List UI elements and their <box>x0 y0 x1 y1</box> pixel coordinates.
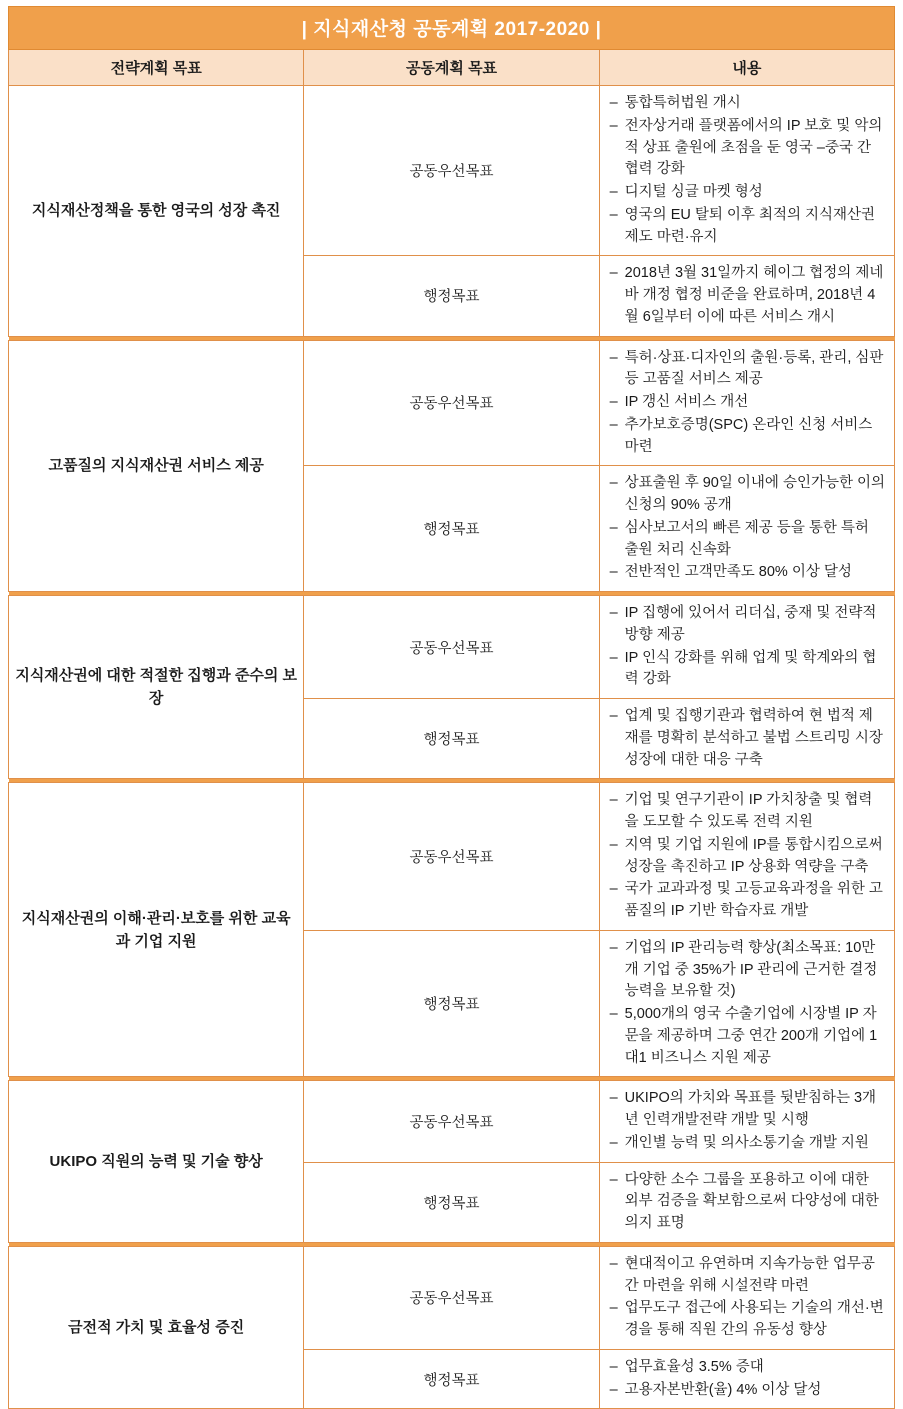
content-list <box>610 263 886 328</box>
joint-plan-goal-cell: 행정목표 <box>304 1349 599 1409</box>
content-list <box>610 348 886 459</box>
column-header-strategy: 전략계획 목표 <box>9 50 304 86</box>
list-item: – UKIPO의 가치와 목표를 뒷받침하는 3개년 인력개발전략 개발 및 시행 <box>610 1088 886 1132</box>
list-item: – IP 인식 강화를 위해 업계 및 학계와의 협력 강화 <box>610 648 886 692</box>
joint-plan-goal-cell: 공동우선목표 <box>304 783 599 931</box>
content-list <box>610 473 886 584</box>
content-cell <box>599 1162 894 1242</box>
list-item: – 추가보호증명(SPC) 온라인 신청 서비스 마련 <box>610 415 886 459</box>
joint-plan-goal-cell: 공동우선목표 <box>304 340 599 466</box>
content-cell <box>599 699 894 779</box>
content-cell <box>599 1081 894 1162</box>
list-item: – 상표출원 후 90일 이내에 승인가능한 이의신청의 90% 공개 <box>610 473 886 517</box>
list-item: – 기업의 IP 관리능력 향상(최소목표: 10만개 기업 중 35%가 IP 관리에 근거한 결정능력을 보유할 것) <box>610 938 886 1003</box>
content-cell <box>599 1246 894 1349</box>
table-row <box>9 1246 895 1349</box>
strategy-goal-cell: 금전적 가치 및 효율성 증진 <box>9 1246 304 1409</box>
table-row <box>9 783 895 931</box>
table-row <box>9 596 895 699</box>
joint-plan-goal-cell: 행정목표 <box>304 1162 599 1242</box>
content-list <box>610 938 886 1070</box>
content-list <box>610 1357 886 1402</box>
table-row <box>9 86 895 256</box>
content-cell <box>599 930 894 1077</box>
column-header-goal: 공동계획 목표 <box>304 50 599 86</box>
joint-plan-goal-cell: 행정목표 <box>304 256 599 336</box>
content-list <box>610 1170 886 1235</box>
list-item: – 지역 및 기업 지원에 IP를 통합시킴으로써 성장을 촉진하고 IP 상용화 역량을 구축 <box>610 835 886 879</box>
strategy-goal-cell: 지식재산권의 이해·관리·보호를 위한 교육과 기업 지원 <box>9 783 304 1077</box>
content-list <box>610 1088 886 1154</box>
list-item: – 전반적인 고객만족도 80% 이상 달성 <box>610 562 886 584</box>
strategy-goal-cell: 지식재산정책을 통한 영국의 성장 촉진 <box>9 86 304 337</box>
content-cell <box>599 466 894 592</box>
content-cell <box>599 86 894 256</box>
list-item: – 업무효율성 3.5% 증대 <box>610 1357 886 1379</box>
document-title: | 지식재산청 공동계획 2017-2020 | <box>9 7 895 50</box>
list-item: – 2018년 3월 31일까지 헤이그 협정의 제네바 개정 협정 비준을 완료하며, 2018년 4월 6일부터 이에 따른 서비스 개시 <box>610 263 886 328</box>
list-item: – 영국의 EU 탈퇴 이후 최적의 지식재산권 제도 마련·유지 <box>610 205 886 249</box>
content-list <box>610 790 886 923</box>
table-row <box>9 340 895 466</box>
content-list <box>610 93 886 248</box>
joint-plan-goal-cell: 행정목표 <box>304 466 599 592</box>
list-item: – 고용자본반환(율) 4% 이상 달성 <box>610 1380 886 1402</box>
joint-plan-goal-cell: 행정목표 <box>304 930 599 1077</box>
strategy-goal-cell: 고품질의 지식재산권 서비스 제공 <box>9 340 304 592</box>
table-title-row <box>9 7 895 50</box>
strategy-goal-cell: 지식재산권에 대한 적절한 집행과 준수의 보장 <box>9 596 304 779</box>
joint-plan-goal-cell: 공동우선목표 <box>304 596 599 699</box>
list-item: – 디지털 싱글 마켓 형성 <box>610 182 886 204</box>
list-item: – 현대적이고 유연하며 지속가능한 업무공간 마련을 위해 시설전략 마련 <box>610 1254 886 1298</box>
list-item: – 국가 교과과정 및 고등교육과정을 위한 고품질의 IP 기반 학습자료 개발 <box>610 879 886 923</box>
joint-plan-goal-cell: 행정목표 <box>304 699 599 779</box>
column-header-content: 내용 <box>599 50 894 86</box>
content-list <box>610 1254 886 1342</box>
content-cell <box>599 1349 894 1409</box>
table-header-row <box>9 50 895 86</box>
joint-plan-goal-cell: 공동우선목표 <box>304 1246 599 1349</box>
list-item: – IP 갱신 서비스 개선 <box>610 392 886 414</box>
content-list <box>610 706 886 771</box>
joint-plan-goal-cell: 공동우선목표 <box>304 1081 599 1162</box>
list-item: – 5,000개의 영국 수출기업에 시장별 IP 자문을 제공하며 그중 연간 200개 기업에 1대1 비즈니스 지원 제공 <box>610 1004 886 1069</box>
content-cell <box>599 596 894 699</box>
plan-table <box>8 6 895 1409</box>
list-item: – 심사보고서의 빠른 제공 등을 통한 특허 출원 처리 신속화 <box>610 518 886 562</box>
list-item: – 통합특허법원 개시 <box>610 93 886 115</box>
list-item: – 전자상거래 플랫폼에서의 IP 보호 및 악의적 상표 출원에 초점을 둔 영국 –중국 간 협력 강화 <box>610 116 886 181</box>
list-item: – 특허·상표·디자인의 출원·등록, 관리, 심판 등 고품질 서비스 제공 <box>610 348 886 392</box>
list-item: – IP 집행에 있어서 리더십, 중재 및 전략적 방향 제공 <box>610 603 886 647</box>
table-row <box>9 1081 895 1162</box>
list-item: – 업계 및 집행기관과 협력하여 현 법적 제재를 명확히 분석하고 불법 스트리밍 시장 성장에 대한 대응 구축 <box>610 706 886 771</box>
content-list <box>610 603 886 691</box>
list-item: – 다양한 소수 그룹을 포용하고 이에 대한 외부 검증을 확보함으로써 다양성에 대한 의지 표명 <box>610 1170 886 1235</box>
list-item: – 개인별 능력 및 의사소통기술 개발 지원 <box>610 1133 886 1155</box>
strategy-goal-cell: UKIPO 직원의 능력 및 기술 향상 <box>9 1081 304 1243</box>
content-cell <box>599 256 894 336</box>
content-cell <box>599 340 894 466</box>
content-cell <box>599 783 894 931</box>
list-item: – 기업 및 연구기관이 IP 가치창출 및 협력을 도모할 수 있도록 전력 지원 <box>610 790 886 834</box>
joint-plan-goal-cell: 공동우선목표 <box>304 86 599 256</box>
list-item: – 업무도구 접근에 사용되는 기술의 개선·변경을 통해 직원 간의 유동성 향상 <box>610 1298 886 1342</box>
